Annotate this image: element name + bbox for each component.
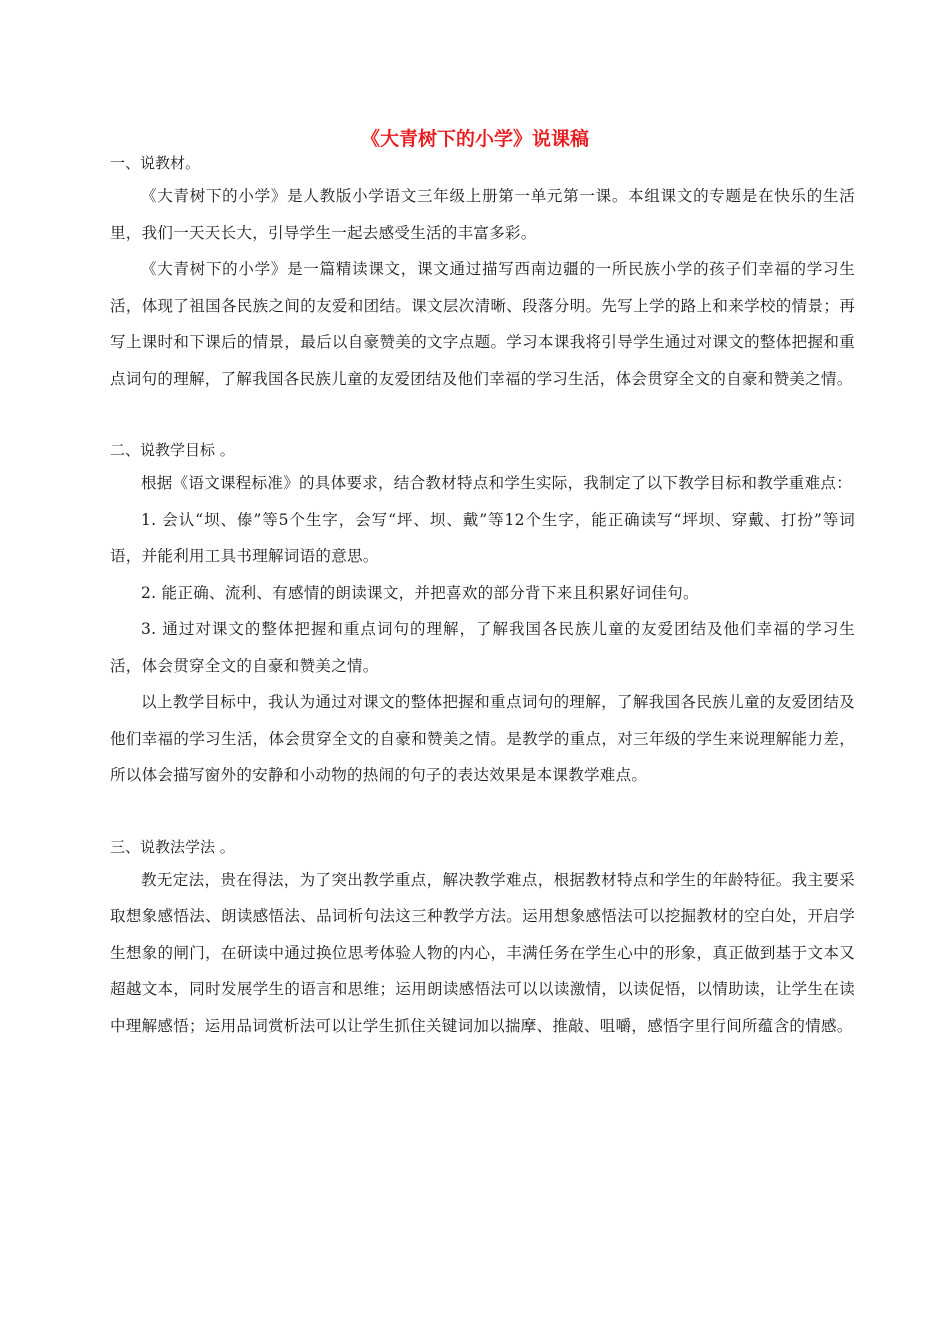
paragraph: 以上教学目标中，我认为通过对课文的整体把握和重点词句的理解，了解我国各民族儿童的友爱团结及他们幸福的学习生活，体会贯穿全文的自豪和赞美之情。是教学的重点，对三年级的学生来说理解能力差，所以体会描写窗外的安静和小动物的热闹的句子的表达效果是本课教学难点。 (110, 693, 855, 784)
section-heading-3: 三、说教法学法 。 (110, 837, 235, 856)
paragraph: 根据《语文课程标准》的具体要求，结合教材特点和学生实际，我制定了以下教学目标和教学重难点： (141, 474, 853, 492)
list-item: 2. 能正确、流利、有感情的朗读课文，并把喜欢的部分背下来且积累好词佳句。 (141, 583, 699, 602)
section-heading-1: 一、说教材。 (110, 154, 201, 172)
document-title: 《大青树下的小学》说课稿 (360, 128, 589, 150)
spacer (110, 397, 855, 435)
document-body (110, 148, 855, 1044)
list-item: 1. 会认“坝、傣”等5个生字，会写“坪、坝、戴”等12个生字，能正确读写“坪坝、穿戴、打扮”等词语，并能利用工具书理解词语的意思。 (110, 510, 856, 565)
paragraph: 《大青树下的小学》是人教版小学语文三年级上册第一单元第一课。本组课文的专题是在快乐的生活里，我们一天天长大，引导学生一起去感受生活的丰富多彩。 (110, 187, 855, 242)
section-heading-2: 二、说教学目标 。 (110, 441, 235, 459)
spacer (110, 794, 855, 832)
paragraph: 教无定法，贵在得法，为了突出教学重点，解决教学难点，根据教材特点和学生的年龄特征。我主要采取想象感悟法、朗读感悟法、品词析句法这三种教学方法。运用想象感悟法可以挖掘教材的空白处，开启学生想象的闸门，在研读中通过换位思考体验人物的内心，丰满任务在学生心中的形象，真正做到基于文本又超越文本，同时发展学生的语言和思维；运用朗读感悟法可以以读激情，以读促悟，以情助读，让学生在读中理解感悟；运用品词赏析法可以让学生抓住关键词加以揣摩、推敲、咀嚼，感悟字里行间所蕴含的情感。 (110, 870, 855, 1035)
paragraph: 《大青树下的小学》是一篇精读课文，课文通过描写西南边疆的一所民族小学的孩子们幸福的学习生活，体现了祖国各民族之间的友爱和团结。课文层次清晰、段落分明。先写上学的路上和来学校的情景；再写上课时和下课后的情景，最后以自豪赞美的文字点题。学习本课我将引导学生通过对课文的整体把握和重点词句的理解，了解我国各民族儿童的友爱团结及他们幸福的学习生活，体会贯穿全文的自豪和赞美之情。 (110, 260, 855, 388)
list-item: 3. 通过对课文的整体把握和重点词句的理解，了解我国各民族儿童的友爱团结及他们幸福的学习生活，体会贯穿全文的自豪和赞美之情。 (110, 620, 855, 675)
